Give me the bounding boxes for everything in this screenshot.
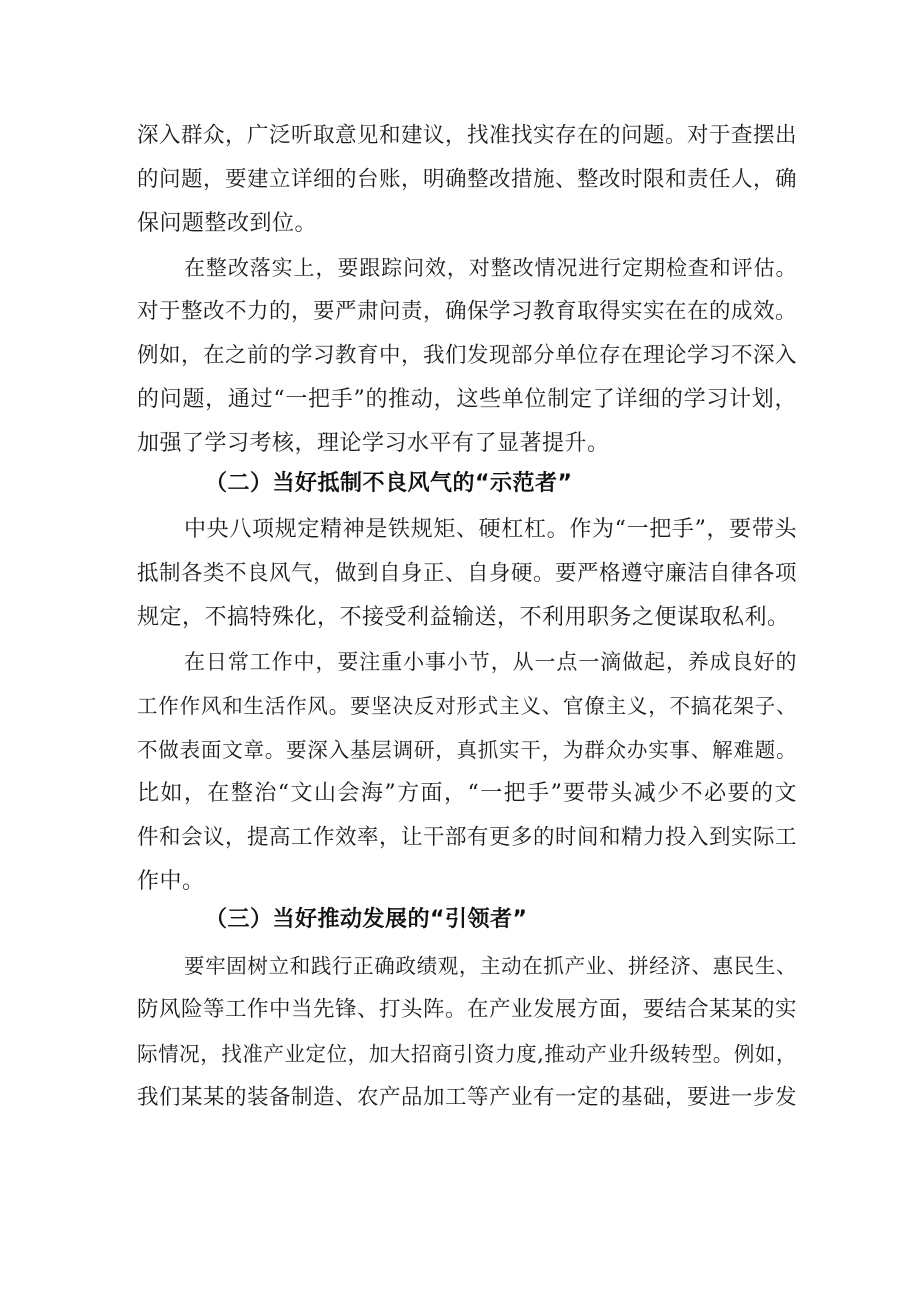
- text-line: 对于整改不力的，要严肃问责，确保学习教育取得实实在在的成效。: [137, 299, 798, 324]
- text-line: 际情况，找准产业定位，加大招商引资力度,推动产业升级转型。例如，: [137, 1042, 797, 1066]
- text-line: 保问题整改到位。: [137, 211, 318, 236]
- text-line: 在日常工作中，要注重小事小节，从一点一滴做起，养成良好的: [184, 650, 797, 674]
- text-line: 的问题，通过“一把手”的推动，这些单位制定了详细的学习计划，: [137, 387, 797, 412]
- text-line: 在整改落实上，要跟踪问效，对整改情况进行定期检查和评估。: [184, 256, 797, 280]
- text-line: 防风险等工作中当先锋、打头阵。在产业发展方面，要结合某某的实: [137, 997, 798, 1022]
- text-line: 工作作风和生活作风。要坚决反对形式主义、官僚主义，不搞花架子、: [137, 694, 797, 718]
- text-line: 件和会议，提高工作效率，让干部有更多的时间和精力投入到实际工: [137, 825, 798, 850]
- section-heading: （二）当好抵制不良风气的“示范者”: [205, 471, 573, 496]
- text-line: 中央八项规定精神是铁规矩、硬杠杠。作为“一把手”，要带头: [184, 517, 797, 542]
- text-line: 要牢固树立和践行正确政绩观，主动在抓产业、拼经济、惠民生、: [184, 954, 797, 978]
- text-line: 我们某某的装备制造、农产品加工等产业有一定的基础，要进一步发: [137, 1085, 798, 1110]
- text-line: 例如，在之前的学习教育中，我们发现部分单位存在理论学习不深入: [137, 343, 798, 368]
- text-line: 抵制各类不良风气，做到自身正、自身硬。要严格遵守廉洁自律各项: [137, 561, 798, 586]
- text-line: 作中。: [137, 869, 205, 894]
- text-line: 不做表面文章。要深入基层调研，真抓实干，为群众办实事、解难题。: [137, 738, 797, 762]
- section-heading: （三）当好推动发展的“引领者”: [205, 907, 528, 932]
- text-line: 规定，不搞特殊化，不接受利益输送，不利用职务之便谋取私利。: [137, 605, 790, 630]
- text-line: 的问题，要建立详细的台账，明确整改措施、整改时限和责任人，确: [137, 167, 798, 192]
- text-line: 深入群众，广泛听取意见和建议，找准找实存在的问题。对于查摆出: [137, 123, 798, 148]
- text-line: 加强了学习考核，理论学习水平有了显著提升。: [137, 431, 610, 456]
- text-line: 比如，在整治“文山会海”方面，“一把手”要带头减少不必要的文: [137, 781, 797, 806]
